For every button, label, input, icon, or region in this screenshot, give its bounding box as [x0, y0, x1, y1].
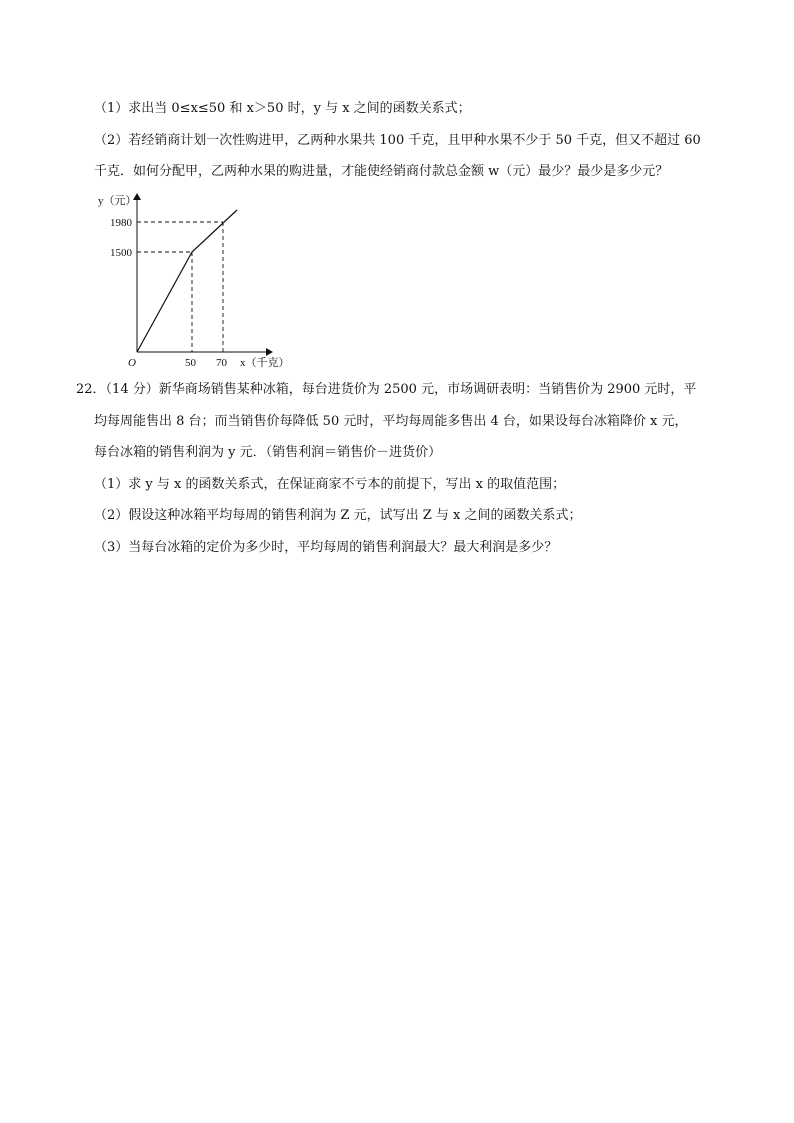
y-tick-1500: 1500 [110, 247, 132, 259]
q22-line1: 22．（14 分）新华商场销售某种冰箱，每台进货价为 2500 元，市场调研表明：当销售价为 2900 元时，平 [76, 382, 697, 397]
cost-line [137, 210, 237, 352]
q22-part2: （2）假设这种冰箱平均每周的销售利润为 Z 元，试写出 Z 与 x 之间的函数关系式； [94, 508, 582, 523]
function-graph [92, 188, 302, 374]
origin-label: O [128, 357, 136, 369]
x-tick-70: 70 [216, 357, 227, 369]
x-axis-label: x（千克） [240, 357, 290, 369]
q22-part1: （1）求 y 与 x 的函数关系式，在保证商家不亏本的前提下，写出 x 的取值范围； [94, 477, 566, 492]
q21-part2-line1: （2）若经销商计划一次性购进甲，乙两种水果共 100 千克，且甲种水果不少于 50 千克，但又不超过 60 [94, 133, 701, 148]
q21-part2-line2: 千克．如何分配甲，乙两种水果的购进量，才能使经销商付款总金额 w（元）最少？最少是多少元？ [94, 164, 669, 179]
y-axis-label: y（元） [98, 195, 137, 207]
x-tick-50: 50 [185, 357, 196, 369]
q22-part3: （3）当每台冰箱的定价为多少时，平均每周的销售利润最大？最大利润是多少？ [94, 540, 558, 555]
q22-line2: 均每周能售出 8 台；而当销售价每降低 50 元时，平均每周能多售出 4 台，如果设每台冰箱降价 x 元， [94, 414, 688, 429]
q21-part1: （1）求出当 0≤x≤50 和 x＞50 时，y 与 x 之间的函数关系式； [94, 101, 471, 116]
y-tick-1980: 1980 [110, 217, 132, 229]
q22-line3: 每台冰箱的销售利润为 y 元．（销售利润＝销售价－进货价） [94, 445, 442, 460]
